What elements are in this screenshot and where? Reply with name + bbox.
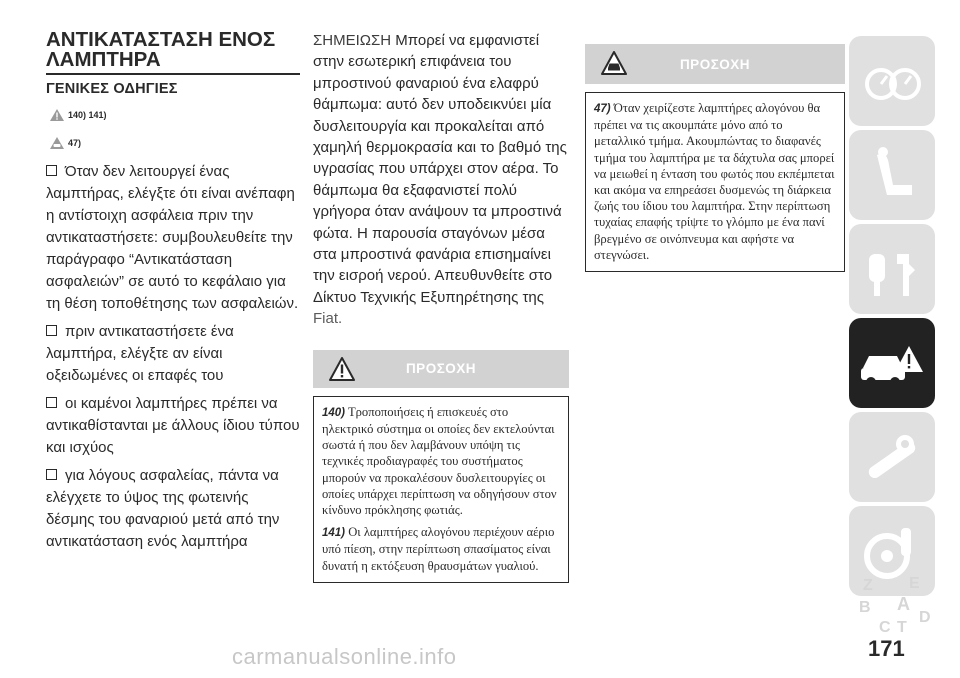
warning-reference (50, 105, 300, 125)
index-letter: B (859, 599, 871, 616)
bullet-item: για λόγους ασφαλείας, πάντα να ελέγχετε το ύψος της φωτεινής δέσμης του φαναριού μετά από την αντικατάσταση ενός λαμπτήρα (46, 467, 280, 550)
car-key-icon (857, 234, 927, 304)
column-middle (313, 30, 569, 583)
index-letter: Z (863, 577, 873, 594)
section-title-line2: ΛΑΜΠΤΗΡΑ (46, 48, 161, 71)
caution-header (585, 44, 845, 84)
column-left (46, 30, 300, 553)
warning-ref-numbers: 140) 141) (68, 110, 107, 120)
warning-title: ΠΡΟΣΟΧΗ (405, 361, 477, 377)
index-letter: E (909, 575, 920, 592)
car-seat-icon (857, 140, 927, 210)
note-text: Μπορεί να εμφανιστεί στην εσωτερική επιφάνεια του μπροστινού φαναριού ένα ελαφρύ θάμπωμα: αυτό δεν υποδεικνύει μία δυσλειτουργία και προκαλείται από χαμηλή θερμοκρασία και το βαθμό της υγρασίας που υπάρχει στον αέρα. Το θάμπωμα θα εξαφανιστεί πολύ γρήγορα όταν ανάψουν τα μπροστινά φώτα. Η παρουσία σταγόνων μέσα στα μπροστινά φανάρια επισημαίνει την εισροή νερού. Απευθυνθείτε στο Δίκτυο Τεχνικής Εξυπηρέτησης της (313, 32, 567, 306)
warning-item: 141) Οι λαμπτήρες αλογόνου περιέχουν αέριο υπό πίεση, στην περίπτωση σπασίματος είναι δυνατή η εκτόξευση θραυσμάτων γυαλιού. (322, 525, 555, 573)
caution-item: 47) Όταν χειρίζεστε λαμπτήρες αλογόνου θα πρέπει να τις ακουμπάτε μόνο από το μεταλλικό τμήμα. Ακουμπώντας το διαφανές τμήμα του λαμπτήρα με τα δάχτυλα σας μπορεί να μειωθεί η ένταση του φωτός που εκπέμπεται και ακόμα να επηρεάσει δυσμενώς τη διάρκεια ζωής του ίδιου του λαμπτήρα. Στην περίπτωση τυχαίας επαφής τρίψτε το γλόμπο με ένα πανί βρεγμένο σε οινόπνευμα και αφήστε να στεγνώσει. (594, 101, 835, 262)
caution-reference (50, 133, 300, 153)
section-title-line1: ΑΝΤΙΚΑΤΑΣΤΑΣΗ ΕΝΟΣ (46, 28, 276, 51)
index-letter: T (897, 619, 907, 634)
sidebar-tab-maintenance[interactable] (849, 412, 935, 502)
checkbox-bullet-icon (46, 325, 57, 336)
caution-ref-number: 47) (68, 138, 82, 148)
sidebar-tab-index[interactable] (849, 560, 935, 634)
index-letter: D (919, 609, 931, 626)
page-number: 171 (868, 636, 905, 661)
title-rule (46, 73, 300, 75)
bullet-item: πριν αντικαταστήσετε ένα λαμπτήρα, ελέγξτε αν είναι οξειδωμένες οι επαφές του (46, 323, 234, 384)
caution-car-icon (50, 137, 64, 149)
warning-item: 140) Τροποποιήσεις ή επισκευές στο ηλεκτρικό σύστημα οι οποίες δεν εκτελούνται σωστά ή που δεν λαμβάνουν υπόψη τις τεχνικές προδιαγραφές του συστήματος μπορούν να προκαλέσουν δυσλειτουργίες οι οποίες υπάρχει περίπτωση να οδηγήσουν στον κίνδυνο πρόκλησης φωτιάς. (322, 404, 557, 517)
sidebar-tab-safety[interactable] (849, 130, 935, 220)
warning-box (313, 396, 569, 583)
sidebar-tab-dashboard[interactable] (849, 36, 935, 126)
maintenance-icon (857, 422, 927, 492)
sidebar-tab-emergency[interactable] (849, 318, 935, 408)
sidebar-tab-starting[interactable] (849, 224, 935, 314)
note-label: ΣΗΜΕΙΩΣΗ (313, 32, 392, 49)
bullet-item: Όταν δεν λειτουργεί ένας λαμπτήρας, ελέγξτε ότι είναι ανέπαφη η αντίστοιχη ασφάλεια πριν την αντικαταστήσετε: συμβουλευθείτε την παράγραφο “Αντικατάσταση ασφαλειών” σε αυτό το κεφάλαιο για τη θέση τοποθέτησης των ασφαλειών. (46, 163, 299, 312)
index-letter: C (879, 619, 891, 634)
column-right (585, 44, 845, 272)
checkbox-bullet-icon (46, 165, 57, 176)
dashboard-icon (857, 46, 927, 116)
note-brand: Fiat. (313, 310, 343, 328)
warning-header (313, 350, 569, 388)
note-paragraph (313, 30, 569, 330)
emergency-icon (857, 328, 927, 398)
index-icon (857, 570, 937, 634)
bullet-item: οι καμένοι λαμπτήρες πρέπει να αντικαθίστανται με άλλους ίδιου τύπου και ισχύος (46, 395, 300, 456)
checkbox-bullet-icon (46, 397, 57, 408)
caution-car-icon (601, 51, 627, 75)
warning-triangle-icon (50, 109, 64, 121)
caution-box (585, 92, 845, 272)
index-letter: A (897, 594, 910, 614)
checkbox-bullet-icon (46, 469, 57, 480)
subsection-title: ΓΕΝΙΚΕΣ ΟΔΗΓΙΕΣ (46, 81, 178, 97)
caution-title: ΠΡΟΣΟΧΗ (679, 56, 751, 72)
warning-triangle-icon (329, 357, 355, 381)
watermark: carmanualsonline.info (232, 644, 457, 669)
